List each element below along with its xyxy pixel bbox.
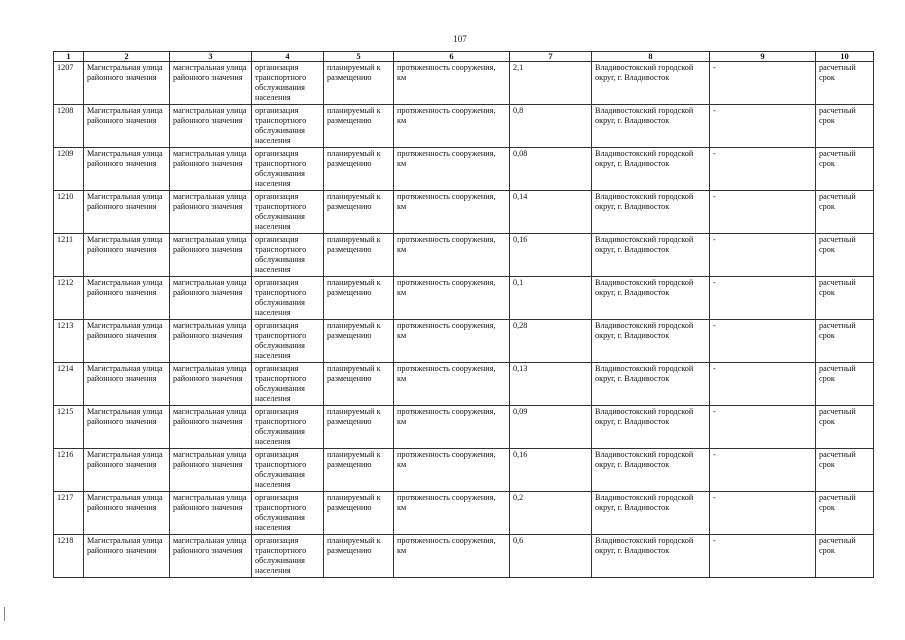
- cell-purpose: организация транспортного обслуживания населения: [252, 449, 324, 492]
- column-header-7: 7: [510, 52, 592, 62]
- cell-term: расчетный срок: [816, 277, 874, 320]
- cell-char-value: 0,13: [510, 363, 592, 406]
- table-row: [54, 406, 874, 449]
- cell-zone: -: [710, 535, 816, 578]
- column-header-4: 4: [252, 52, 324, 62]
- cell-name: Магистральная улица районного значения: [84, 320, 170, 363]
- table-row: [54, 492, 874, 535]
- cell-name: Магистральная улица районного значения: [84, 105, 170, 148]
- cell-purpose: организация транспортного обслуживания населения: [252, 234, 324, 277]
- cell-location: Владивостокский городской округ, г. Владивосток: [592, 234, 710, 277]
- cell-status: планируемый к размещению: [324, 105, 394, 148]
- table-row: [54, 535, 874, 578]
- cell-type: магистральная улица районного значения: [170, 320, 252, 363]
- cell-status: планируемый к размещению: [324, 406, 394, 449]
- cell-term: расчетный срок: [816, 62, 874, 105]
- cell-location: Владивостокский городской округ, г. Владивосток: [592, 148, 710, 191]
- cell-zone: -: [710, 148, 816, 191]
- cell-char-value: 0,28: [510, 320, 592, 363]
- cell-num: 1210: [54, 191, 84, 234]
- cell-num: 1211: [54, 234, 84, 277]
- cell-term: расчетный срок: [816, 492, 874, 535]
- cell-status: планируемый к размещению: [324, 277, 394, 320]
- cell-term: расчетный срок: [816, 320, 874, 363]
- cell-purpose: организация транспортного обслуживания населения: [252, 277, 324, 320]
- page-number: 107: [453, 34, 467, 44]
- cell-name: Магистральная улица районного значения: [84, 191, 170, 234]
- cell-char-value: 0,16: [510, 449, 592, 492]
- cell-char-name: протяженность сооружения, км: [394, 535, 510, 578]
- cell-name: Магистральная улица районного значения: [84, 62, 170, 105]
- cell-char-name: протяженность сооружения, км: [394, 191, 510, 234]
- cell-char-value: 0,09: [510, 406, 592, 449]
- cell-purpose: организация транспортного обслуживания населения: [252, 363, 324, 406]
- table-row: [54, 148, 874, 191]
- cell-location: Владивостокский городской округ, г. Владивосток: [592, 62, 710, 105]
- cell-num: 1216: [54, 449, 84, 492]
- cell-type: магистральная улица районного значения: [170, 363, 252, 406]
- cell-name: Магистральная улица районного значения: [84, 277, 170, 320]
- cell-zone: -: [710, 320, 816, 363]
- cell-status: планируемый к размещению: [324, 535, 394, 578]
- cell-term: расчетный срок: [816, 535, 874, 578]
- cell-num: 1218: [54, 535, 84, 578]
- cell-name: Магистральная улица районного значения: [84, 492, 170, 535]
- cell-name: Магистральная улица районного значения: [84, 449, 170, 492]
- objects-table: [53, 51, 874, 578]
- cell-type: магистральная улица районного значения: [170, 277, 252, 320]
- cell-status: планируемый к размещению: [324, 148, 394, 191]
- cell-term: расчетный срок: [816, 105, 874, 148]
- cell-status: планируемый к размещению: [324, 62, 394, 105]
- cell-location: Владивостокский городской округ, г. Владивосток: [592, 535, 710, 578]
- cell-num: 1214: [54, 363, 84, 406]
- cell-type: магистральная улица районного значения: [170, 148, 252, 191]
- cell-location: Владивостокский городской округ, г. Владивосток: [592, 406, 710, 449]
- column-header-5: 5: [324, 52, 394, 62]
- cell-location: Владивостокский городской округ, г. Владивосток: [592, 363, 710, 406]
- cell-zone: -: [710, 191, 816, 234]
- cell-num: 1213: [54, 320, 84, 363]
- cell-location: Владивостокский городской округ, г. Владивосток: [592, 105, 710, 148]
- cell-status: планируемый к размещению: [324, 320, 394, 363]
- cell-name: Магистральная улица районного значения: [84, 363, 170, 406]
- cell-char-value: 0,08: [510, 148, 592, 191]
- table-row: [54, 234, 874, 277]
- cell-char-name: протяженность сооружения, км: [394, 363, 510, 406]
- cell-type: магистральная улица районного значения: [170, 492, 252, 535]
- column-header-8: 8: [592, 52, 710, 62]
- margin-mark: [4, 607, 5, 621]
- cell-char-name: протяженность сооружения, км: [394, 320, 510, 363]
- cell-purpose: организация транспортного обслуживания населения: [252, 406, 324, 449]
- cell-type: магистральная улица районного значения: [170, 406, 252, 449]
- cell-purpose: организация транспортного обслуживания населения: [252, 535, 324, 578]
- cell-char-name: протяженность сооружения, км: [394, 62, 510, 105]
- column-header-9: 9: [710, 52, 816, 62]
- table-row: [54, 320, 874, 363]
- cell-char-name: протяженность сооружения, км: [394, 492, 510, 535]
- cell-status: планируемый к размещению: [324, 234, 394, 277]
- table-row: [54, 277, 874, 320]
- cell-char-value: 0,14: [510, 191, 592, 234]
- cell-char-name: протяженность сооружения, км: [394, 234, 510, 277]
- cell-term: расчетный срок: [816, 449, 874, 492]
- cell-term: расчетный срок: [816, 406, 874, 449]
- cell-term: расчетный срок: [816, 363, 874, 406]
- cell-num: 1207: [54, 62, 84, 105]
- cell-purpose: организация транспортного обслуживания населения: [252, 492, 324, 535]
- cell-status: планируемый к размещению: [324, 449, 394, 492]
- table-row: [54, 191, 874, 234]
- cell-zone: -: [710, 105, 816, 148]
- cell-purpose: организация транспортного обслуживания населения: [252, 191, 324, 234]
- cell-char-name: протяженность сооружения, км: [394, 406, 510, 449]
- cell-location: Владивостокский городской округ, г. Владивосток: [592, 191, 710, 234]
- cell-type: магистральная улица районного значения: [170, 62, 252, 105]
- cell-location: Владивостокский городской округ, г. Владивосток: [592, 320, 710, 363]
- table-body: [54, 62, 874, 578]
- cell-zone: -: [710, 62, 816, 105]
- table-header-row: [54, 52, 874, 62]
- cell-name: Магистральная улица районного значения: [84, 406, 170, 449]
- cell-status: планируемый к размещению: [324, 191, 394, 234]
- cell-zone: -: [710, 406, 816, 449]
- column-header-3: 3: [170, 52, 252, 62]
- cell-status: планируемый к размещению: [324, 363, 394, 406]
- table-row: [54, 449, 874, 492]
- cell-char-value: 0,2: [510, 492, 592, 535]
- cell-char-value: 0,16: [510, 234, 592, 277]
- cell-type: магистральная улица районного значения: [170, 105, 252, 148]
- cell-name: Магистральная улица районного значения: [84, 535, 170, 578]
- cell-num: 1212: [54, 277, 84, 320]
- cell-zone: -: [710, 277, 816, 320]
- cell-char-name: протяженность сооружения, км: [394, 105, 510, 148]
- cell-purpose: организация транспортного обслуживания населения: [252, 320, 324, 363]
- cell-term: расчетный срок: [816, 234, 874, 277]
- cell-char-value: 2,1: [510, 62, 592, 105]
- cell-location: Владивостокский городской округ, г. Владивосток: [592, 449, 710, 492]
- cell-name: Магистральная улица районного значения: [84, 234, 170, 277]
- cell-zone: -: [710, 363, 816, 406]
- cell-purpose: организация транспортного обслуживания населения: [252, 148, 324, 191]
- cell-type: магистральная улица районного значения: [170, 535, 252, 578]
- cell-location: Владивостокский городской округ, г. Владивосток: [592, 277, 710, 320]
- cell-location: Владивостокский городской округ, г. Владивосток: [592, 492, 710, 535]
- cell-term: расчетный срок: [816, 148, 874, 191]
- cell-char-value: 0,8: [510, 105, 592, 148]
- cell-type: магистральная улица районного значения: [170, 191, 252, 234]
- cell-purpose: организация транспортного обслуживания населения: [252, 105, 324, 148]
- cell-char-name: протяженность сооружения, км: [394, 449, 510, 492]
- cell-zone: -: [710, 492, 816, 535]
- cell-char-value: 0,1: [510, 277, 592, 320]
- cell-char-name: протяженность сооружения, км: [394, 148, 510, 191]
- column-header-6: 6: [394, 52, 510, 62]
- cell-type: магистральная улица районного значения: [170, 449, 252, 492]
- cell-char-value: 0,6: [510, 535, 592, 578]
- cell-num: 1215: [54, 406, 84, 449]
- cell-status: планируемый к размещению: [324, 492, 394, 535]
- table-row: [54, 105, 874, 148]
- cell-zone: -: [710, 449, 816, 492]
- cell-char-name: протяженность сооружения, км: [394, 277, 510, 320]
- cell-type: магистральная улица районного значения: [170, 234, 252, 277]
- column-header-2: 2: [84, 52, 170, 62]
- cell-num: 1209: [54, 148, 84, 191]
- cell-num: 1217: [54, 492, 84, 535]
- column-header-1: 1: [54, 52, 84, 62]
- cell-term: расчетный срок: [816, 191, 874, 234]
- cell-zone: -: [710, 234, 816, 277]
- table-row: [54, 363, 874, 406]
- cell-num: 1208: [54, 105, 84, 148]
- cell-purpose: организация транспортного обслуживания населения: [252, 62, 324, 105]
- column-header-10: 10: [816, 52, 874, 62]
- table-row: [54, 62, 874, 105]
- cell-name: Магистральная улица районного значения: [84, 148, 170, 191]
